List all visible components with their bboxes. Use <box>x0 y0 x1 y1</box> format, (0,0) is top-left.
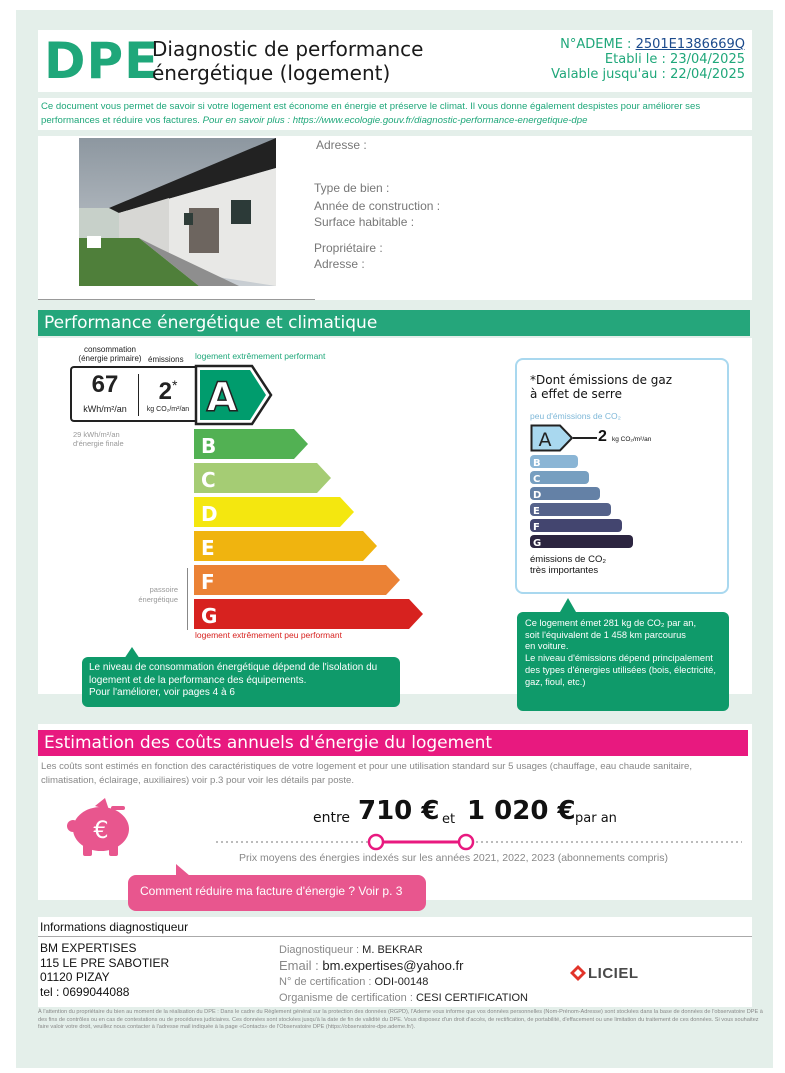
ges-title <box>530 373 672 401</box>
top-performance-label: logement extrêmement performant <box>195 351 326 361</box>
consumption-unit: kWh/m²/an <box>83 404 127 414</box>
intro-more-link[interactable]: Pour en savoir plus : https://www.ecologie.gouv.fr/diagnostic-performance-energetique-dpe <box>202 114 588 126</box>
emissions-star: * <box>171 377 178 393</box>
energy-scale <box>186 425 426 635</box>
consumption-info-bubble <box>82 657 400 707</box>
owner-address-label: Adresse : <box>314 257 365 271</box>
living-area-label: Surface habitable : <box>314 215 415 229</box>
ges-unit: kg CO₂/m²/an <box>612 436 652 443</box>
svg-text:€: € <box>93 816 109 844</box>
costs-title: Estimation des coûts annuels d'énergie du logement <box>38 730 748 756</box>
diag-section-title: Informations diagnostiqueur <box>40 920 189 934</box>
passoire-line1: passoire <box>149 585 178 594</box>
legal-notice: À l'attention du propriétaire du bien au moment de la réalisation du DPE : Dans le cadre du Règlement général sur la protection des données (RGPD), l'Ademe vous informe que vos données personnelles (Nom-Prénom-Adresse) sont stockées dans la base de données de l'observatoire DPE à des fins de contrôles ou en cas de contestations ou de procédures judiciaires. Ces données sont stockées jusqu'à la date de fin de validité du DPE. Vous disposez d'un droit d'accès, de rectification, de portabilité, d'effacement ou une limitation du traitement de ces données. Si vous souhaitez faire valoir votre droit, veuillez nous contacter à l'adresse mail indiquée à la page «Contacts» de l'Observatoire DPE (https://observatoire-dpe.ademe.fr/). <box>38 1009 763 1030</box>
costs-max: 1 020 € <box>467 796 576 826</box>
final-energy-value: 29 kWh/m²/an <box>73 430 120 439</box>
owner-label: Propriétaire : <box>314 241 383 255</box>
cert-label: N° de certification : <box>279 976 375 988</box>
energy-class-bar-f <box>194 565 400 595</box>
company-name: BM EXPERTISES <box>40 941 137 955</box>
ges-info-line3: en voiture. <box>525 641 569 652</box>
ademe-number-link[interactable]: 2501E1386669Q <box>635 37 745 52</box>
costs-description: Les coûts sont estimés en fonction des caractéristiques de votre logement et pour une utilisation standard sur 5 usages (chauffage, eau chaude sanitaire, climatisation, éclairage, auxiliaires) voir p.3 pour voir les détails par poste. <box>41 761 692 786</box>
energy-class-bar-e <box>194 531 377 561</box>
consumption-info-text: Le niveau de consommation énergétique dépend de l'isolation du logement et de la performance des équipements. <box>89 662 378 686</box>
ges-low-label: peu d'émissions de CO₂ <box>530 411 621 421</box>
property-photo <box>79 138 276 286</box>
diag-divider <box>38 936 752 937</box>
dpe-logo: DPE <box>44 32 160 90</box>
consumption-info-more: Pour l'améliorer, voir pages 4 à 6 <box>89 687 235 698</box>
cert-number: ODI-00148 <box>374 976 429 988</box>
consumption-value: 67 <box>91 371 119 398</box>
consumption-label: consommation <box>83 345 137 354</box>
valable-date: Valable jusqu'au : 22/04/2025 <box>551 67 745 82</box>
consumption-box <box>70 366 196 422</box>
diag-details <box>279 942 528 1006</box>
page-title-line2: énergétique (logement) <box>152 61 391 85</box>
ges-class-bar-e <box>530 503 611 516</box>
diag-company <box>40 941 169 999</box>
bottom-performance-label: logement extrêmement peu performant <box>195 630 342 640</box>
emissions-value-wrap <box>139 372 197 405</box>
emissions-label: émissions <box>148 355 184 364</box>
prices-note: Prix moyens des énergies indexés sur les années 2021, 2022, 2023 (abonnements compris) <box>239 852 668 864</box>
ges-bubble-pointer <box>560 598 576 612</box>
ges-high-label <box>530 554 606 576</box>
consumption-sub: (énergie primaire) <box>78 354 142 363</box>
final-energy <box>73 430 124 448</box>
current-class-arrow <box>194 364 274 426</box>
cert-org: CESI CERTIFICATION <box>415 992 528 1004</box>
piggy-bank-icon <box>63 796 135 858</box>
intro-text <box>38 98 752 130</box>
final-energy-label: d'énergie finale <box>73 439 124 448</box>
ges-title-line2: à effet de serre <box>530 387 622 401</box>
company-city: 01120 PIZAY <box>40 970 110 984</box>
ges-title-line1: *Dont émissions de gaz <box>530 373 673 387</box>
energy-class-letter-g: G <box>201 604 218 628</box>
liciel-logo-icon <box>569 964 587 982</box>
org-label: Organisme de certification : <box>279 992 416 1004</box>
costs-entre: entre <box>313 810 351 826</box>
passoire-bracket <box>187 568 188 630</box>
energy-class-bar-d <box>194 497 354 527</box>
passoire-line2: énergétique <box>138 594 178 604</box>
energy-class-letter-e: E <box>201 536 215 560</box>
ges-class-letter-g: G <box>533 538 542 549</box>
reduce-bill-button[interactable]: Comment réduire ma facture d'énergie ? Voir p. 3 <box>128 875 426 911</box>
ges-value: 2 <box>598 428 607 445</box>
construction-year-label: Année de construction : <box>314 199 441 213</box>
consumption-header <box>74 345 146 363</box>
company-street: 115 LE PRE SABOTIER <box>40 955 170 970</box>
costs-et: et <box>442 812 456 827</box>
ges-class-letter-c: C <box>533 474 541 485</box>
property-type-label: Type de bien : <box>314 181 390 195</box>
emissions-unit: kg CO₂/m²/an <box>146 406 190 413</box>
liciel-logo: LICIEL <box>588 965 639 982</box>
ges-class-bar-g <box>530 535 633 548</box>
costs-par-an: par an <box>575 811 617 826</box>
energy-class-letter-d: D <box>201 502 218 526</box>
ges-info-bubble <box>517 612 729 711</box>
diag-name: M. BEKRAR <box>362 944 423 956</box>
energy-class-bar-g <box>194 599 423 629</box>
page-title-line1: Diagnostic de performance <box>152 37 424 61</box>
cost-range-line <box>214 832 744 852</box>
ges-class-letter-f: F <box>533 522 540 533</box>
ges-class-arrow <box>530 424 574 452</box>
passoire-label <box>110 585 178 604</box>
email-label: Email : <box>279 958 323 973</box>
ges-class-letter-e: E <box>533 506 540 517</box>
diag-email[interactable]: bm.expertises@yahoo.fr <box>322 958 464 973</box>
ges-class-letter: A <box>538 429 552 451</box>
ges-class-letter-b: B <box>533 458 541 469</box>
current-class-letter: A <box>206 375 238 421</box>
company-tel: tel : 0699044088 <box>40 984 130 999</box>
ges-class-bar-f <box>530 519 622 532</box>
diag-name-label: Diagnostiqueur : <box>279 944 363 956</box>
ges-class-letter-d: D <box>533 490 542 501</box>
energy-class-letter-f: F <box>201 570 215 594</box>
costs-min: 710 € <box>358 796 440 826</box>
ademe-info <box>551 37 745 82</box>
ges-info-line1: Ce logement émet 281 kg de CO₂ par an, <box>525 618 697 628</box>
etabli-date: Etabli le : 23/04/2025 <box>604 52 745 67</box>
ges-info-line4: Le niveau d'émissions dépend principalement des types d'énergies utilisées (bois, électricité, gaz, fioul, etc.) <box>525 653 716 687</box>
ademe-label: N°ADEME : <box>560 37 636 52</box>
ges-info-line2: soit l'équivalent de 1 458 km parcourus <box>525 629 686 640</box>
property-divider <box>38 299 315 300</box>
address-label: Adresse : <box>316 138 367 152</box>
energy-class-letter-c: C <box>201 468 216 492</box>
energy-class-letter-b: B <box>201 434 217 458</box>
ges-scale <box>530 454 645 554</box>
performance-title: Performance énergétique et climatique <box>38 310 750 336</box>
emissions-value: 2 <box>158 378 172 405</box>
ges-high-line1: émissions de CO₂ <box>530 554 607 565</box>
intro-main: Ce document vous permet de savoir si votre logement est économe en énergie et préserve le climat. Il vous donne également despistes pour améliorer ses performances et réduire vos factures. <box>41 101 701 126</box>
ges-connector <box>573 437 597 439</box>
ges-high-line2: très importantes <box>530 565 599 576</box>
